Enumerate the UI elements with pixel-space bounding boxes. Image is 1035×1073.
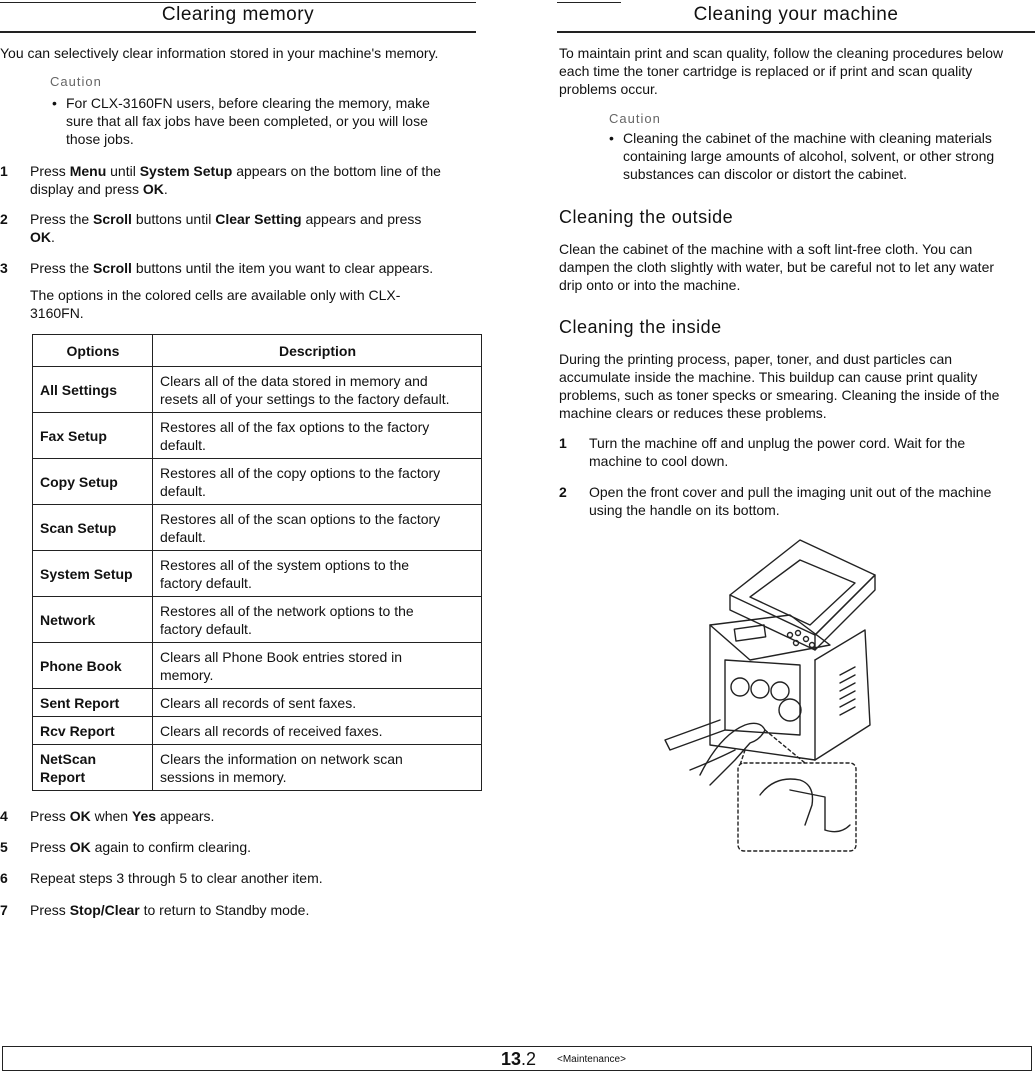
step-text: to return to Standby mode. xyxy=(139,902,310,918)
table-row xyxy=(33,505,482,551)
intro-text: You can selectively clear information stored in your machine's memory. xyxy=(0,45,439,61)
desc-line: default. xyxy=(160,436,206,453)
caution-line: • For CLX-3160FN users, before clearing the memory, make xyxy=(66,95,430,111)
step-5 xyxy=(0,838,480,856)
option-cell: Fax Setup xyxy=(33,413,153,459)
caution-bullet xyxy=(52,94,472,148)
step-number: 2 xyxy=(559,484,567,500)
desc-line: sessions in memory. xyxy=(160,768,287,785)
step-7 xyxy=(0,901,480,919)
step-1 xyxy=(559,434,1035,470)
step-number: 3 xyxy=(0,260,8,276)
description-cell xyxy=(153,505,482,551)
desc-line: factory default. xyxy=(160,574,252,591)
caution-label: Caution xyxy=(609,111,661,126)
inside-line: problems, such as toner specks or smearing. Cleaning the inside of the xyxy=(559,387,1000,403)
step-2 xyxy=(0,210,480,246)
option-cell: Scan Setup xyxy=(33,505,153,551)
intro-line: To maintain print and scan quality, follow the cleaning procedures below xyxy=(559,45,1004,61)
outside-line: Clean the cabinet of the machine with a soft lint-free cloth. You can xyxy=(559,241,973,257)
printer-body xyxy=(710,625,815,760)
step-text: machine to cool down. xyxy=(589,453,729,469)
table-row xyxy=(33,745,482,791)
outside-text xyxy=(559,240,1035,294)
outside-line: dampen the cloth slightly with water, but be careful not to let any water xyxy=(559,259,995,275)
caution-label: Caution xyxy=(50,74,102,89)
page-footer xyxy=(2,1046,1032,1071)
step-text: Press the xyxy=(30,211,94,227)
step-text: when xyxy=(90,808,132,824)
caution-line: those jobs. xyxy=(66,131,134,147)
step-keyword: Clear Setting xyxy=(215,211,302,227)
table-row xyxy=(33,551,482,597)
option-cell: Sent Report xyxy=(33,689,153,717)
caution-line: sure that all fax jobs have been completed, or you will lose xyxy=(66,113,428,129)
left-column xyxy=(0,0,480,918)
step-keyword: Yes xyxy=(131,808,157,824)
desc-line: factory default. xyxy=(160,620,252,637)
detail-hand xyxy=(760,779,813,825)
table-row xyxy=(33,597,482,643)
step-keyword: Scroll xyxy=(93,211,132,227)
step-4 xyxy=(0,807,480,825)
toner-cartridge xyxy=(731,678,749,696)
option-cell: All Settings xyxy=(33,367,153,413)
description-cell: Clears all records of sent faxes. xyxy=(153,689,482,717)
step-text: appears and press xyxy=(301,211,422,227)
table-header-row xyxy=(33,335,482,367)
option-cell: Rcv Report xyxy=(33,717,153,745)
step-text: Open the front cover and pull the imaging unit out of the machine xyxy=(589,484,992,500)
step-number: 7 xyxy=(0,902,8,918)
note-line: 3160FN. xyxy=(30,305,84,321)
column-header-description: Description xyxy=(153,335,482,367)
caution-line: • Cleaning the cabinet of the machine with cleaning materials xyxy=(623,130,992,146)
desc-line: memory. xyxy=(160,666,214,683)
step-keyword: OK xyxy=(142,181,164,197)
option-cell: Copy Setup xyxy=(33,459,153,505)
step-2 xyxy=(559,483,1035,519)
step-text: Press xyxy=(30,839,70,855)
desc-line: Restores all of the network options to the xyxy=(160,602,414,619)
step-text: . xyxy=(51,229,55,245)
section-header-clearing-memory xyxy=(0,0,480,34)
desc-line: Restores all of the copy options to the factory xyxy=(160,464,441,481)
desc-line: default. xyxy=(160,482,206,499)
step-number: 2 xyxy=(0,211,8,227)
header-bottom-rule xyxy=(557,31,1035,33)
document-tray xyxy=(750,560,855,625)
page-separator: . xyxy=(521,1049,527,1069)
table-row xyxy=(33,717,482,745)
outside-line: drip onto or into the machine. xyxy=(559,277,741,293)
description-cell xyxy=(153,745,482,791)
step-number: 4 xyxy=(0,808,8,824)
step-text: Press xyxy=(30,808,70,824)
printer-illustration xyxy=(640,535,880,855)
table-row xyxy=(33,413,482,459)
step-number: 1 xyxy=(0,163,8,179)
description-cell xyxy=(153,413,482,459)
step-text: display and press xyxy=(30,181,143,197)
desc-line: Restores all of the fax options to the factory xyxy=(160,418,430,435)
step-text: Press xyxy=(30,163,70,179)
inside-line: machine clears or reduces these problems. xyxy=(559,405,827,421)
desc-line: default. xyxy=(160,528,206,545)
colored-cells-note xyxy=(30,286,480,322)
step-text: buttons until xyxy=(131,211,216,227)
table-row xyxy=(33,643,482,689)
page-chapter-number: 13 xyxy=(501,1049,522,1069)
step-keyword: OK xyxy=(30,229,51,245)
step-text: until xyxy=(106,163,140,179)
step-keyword: Scroll xyxy=(93,260,132,276)
control-panel xyxy=(710,615,830,660)
description-cell xyxy=(153,551,482,597)
description-cell xyxy=(153,643,482,689)
step-text: buttons until the item you want to clear appears. xyxy=(131,260,434,276)
option-cell: Phone Book xyxy=(33,643,153,689)
subheading-inside: Cleaning the inside xyxy=(559,317,722,337)
option-line: Report xyxy=(40,768,86,785)
step-text: Repeat steps 3 through 5 to clear another item. xyxy=(30,870,323,886)
table-row xyxy=(33,367,482,413)
step-1 xyxy=(0,162,480,198)
inside-line: During the printing process, paper, toner, and dust particles can xyxy=(559,351,953,367)
column-header-options: Options xyxy=(33,335,153,367)
note-line: The options in the colored cells are available only with CLX- xyxy=(30,287,401,303)
step-keyword: OK xyxy=(69,839,91,855)
intro-line: each time the toner cartridge is replaced or if print and scan quality xyxy=(559,63,973,79)
step-number: 6 xyxy=(0,870,8,886)
table-row xyxy=(33,689,482,717)
desc-line: Clears the information on network scan xyxy=(160,750,403,767)
desc-line: Clears all Phone Book entries stored in xyxy=(160,648,403,665)
option-cell: Network xyxy=(33,597,153,643)
step-6 xyxy=(0,869,480,887)
right-column xyxy=(557,0,1035,518)
section-header-cleaning-machine xyxy=(557,0,1035,34)
description-cell xyxy=(153,459,482,505)
description-cell xyxy=(153,367,482,413)
step-text: . xyxy=(163,181,168,197)
header-bottom-rule xyxy=(0,31,476,33)
inside-text xyxy=(559,350,1035,422)
option-cell: System Setup xyxy=(33,551,153,597)
step-text: appears. xyxy=(156,808,215,824)
caution-line: substances can discolor or distort the cabinet. xyxy=(623,166,908,182)
chapter-label: <Maintenance> xyxy=(557,1054,626,1065)
options-table xyxy=(32,334,482,791)
option-line: NetScan xyxy=(40,750,97,767)
option-cell xyxy=(33,745,153,791)
desc-line: Restores all of the system options to the xyxy=(160,556,410,573)
step-3 xyxy=(0,259,480,277)
detail-callout xyxy=(738,763,856,851)
intro-text xyxy=(559,44,1035,98)
step-text: using the handle on its bottom. xyxy=(589,502,780,518)
caution-bullet xyxy=(609,129,1035,183)
desc-line: resets all of your settings to the factory default. xyxy=(160,390,450,407)
step-keyword: Stop/Clear xyxy=(69,902,140,918)
desc-line: Clears all of the data stored in memory and xyxy=(160,372,428,389)
step-keyword: Menu xyxy=(69,163,107,179)
step-text: appears on the bottom line of the xyxy=(232,163,441,179)
page-number xyxy=(501,1049,536,1069)
inside-line: accumulate inside the machine. This buildup can cause print quality xyxy=(559,369,978,385)
section-title: Cleaning your machine xyxy=(693,4,899,25)
step-number: 5 xyxy=(0,839,8,855)
description-cell: Clears all records of received faxes. xyxy=(153,717,482,745)
table-row xyxy=(33,459,482,505)
step-keyword: OK xyxy=(69,808,91,824)
step-number: 1 xyxy=(559,435,567,451)
subheading-outside: Cleaning the outside xyxy=(559,207,734,227)
section-title: Clearing memory xyxy=(161,4,315,25)
step-text: Press the xyxy=(30,260,94,276)
step-text: Turn the machine off and unplug the power cord. Wait for the xyxy=(589,435,966,451)
step-text: Press xyxy=(30,902,70,918)
page-index: 2 xyxy=(526,1049,537,1069)
intro-line: problems occur. xyxy=(559,81,658,97)
caution-line: containing large amounts of alcohol, solvent, or other strong xyxy=(623,148,995,164)
description-cell xyxy=(153,597,482,643)
step-keyword: System Setup xyxy=(139,163,233,179)
desc-line: Restores all of the scan options to the factory xyxy=(160,510,441,527)
step-text: again to confirm clearing. xyxy=(90,839,251,855)
